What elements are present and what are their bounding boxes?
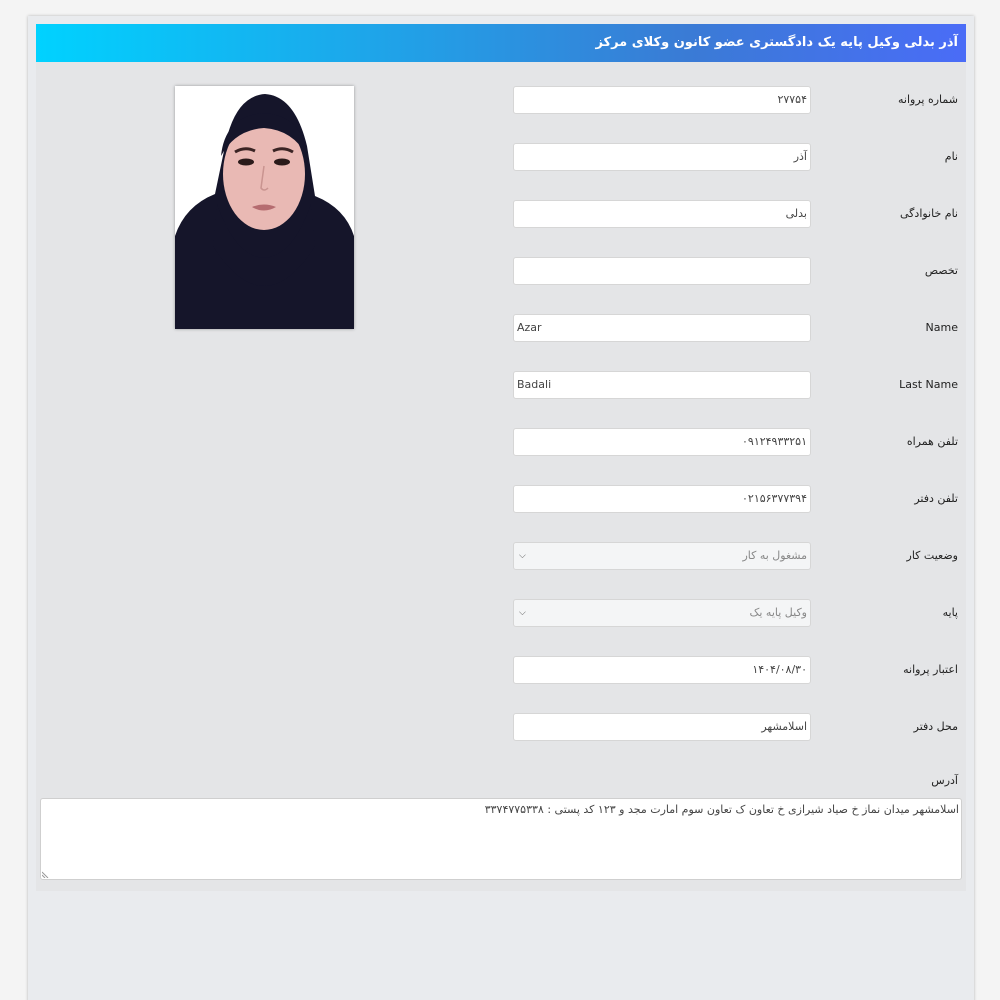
last-name-label: نام خانوادگی xyxy=(900,207,958,220)
last-name-field[interactable]: بدلی xyxy=(513,200,811,228)
chevron-down-icon: ⌵ xyxy=(519,551,526,561)
license-number-field[interactable]: ۲۷۷۵۴ xyxy=(513,86,811,114)
resize-grip-icon[interactable] xyxy=(42,870,50,878)
first-name-field[interactable]: آذر xyxy=(513,143,811,171)
form-row-grade xyxy=(36,599,966,627)
chevron-down-icon: ⌵ xyxy=(519,608,526,618)
form-row-license-number xyxy=(36,86,966,114)
mobile-label: تلفن همراه xyxy=(906,435,958,448)
form-row-name-en xyxy=(36,314,966,342)
form-row-first-name xyxy=(36,143,966,171)
office-phone-field[interactable]: ۰۲۱۵۶۳۷۷۳۹۴ xyxy=(513,485,811,513)
mobile-field[interactable]: ۰۹۱۲۴۹۳۳۲۵۱ xyxy=(513,428,811,456)
license-number-label: شماره پروانه xyxy=(898,93,958,106)
address-label: آدرس xyxy=(931,774,958,787)
work-status-label: وضعیت کار xyxy=(906,549,958,562)
specialty-field[interactable] xyxy=(513,257,811,285)
grade-label: پایه xyxy=(942,606,958,619)
office-location-label: محل دفتر xyxy=(913,720,958,733)
name-en-field[interactable]: Azar xyxy=(513,314,811,342)
page-title: آذر بدلی وکیل پایه یک دادگستری عضو کانون وکلای مرکز xyxy=(36,24,966,62)
form-row-last-name-en xyxy=(36,371,966,399)
license-validity-field[interactable]: ۱۴۰۴/۰۸/۳۰ xyxy=(513,656,811,684)
form-row-last-name xyxy=(36,200,966,228)
form-row-work-status xyxy=(36,542,966,570)
address-value: اسلامشهر میدان نماز خ صیاد شیرازی خ تعاون ک تعاون سوم امارت مجد و ۱۲۳ کد پستی : ۳۳۷۴۷۷۵۳۳۸ xyxy=(484,803,959,816)
last-name-en-field[interactable]: Badali xyxy=(513,371,811,399)
profile-card xyxy=(28,16,974,1000)
form-row-office-phone xyxy=(36,485,966,513)
office-phone-label: تلفن دفتر xyxy=(914,492,958,505)
specialty-label: تخصص xyxy=(924,264,958,277)
grade-value: وکیل پایه یک xyxy=(749,606,807,619)
grade-select[interactable] xyxy=(513,599,811,627)
first-name-label: نام xyxy=(944,150,958,163)
name-en-label: Name xyxy=(925,321,958,334)
form-row-mobile xyxy=(36,428,966,456)
form-row-office-location xyxy=(36,713,966,741)
form-row-specialty xyxy=(36,257,966,285)
work-status-select[interactable] xyxy=(513,542,811,570)
form-row-license-validity xyxy=(36,656,966,684)
last-name-en-label: Last Name xyxy=(899,378,958,391)
address-textarea[interactable] xyxy=(40,798,962,880)
profile-panel xyxy=(36,24,966,891)
office-location-field[interactable]: اسلامشهر xyxy=(513,713,811,741)
work-status-value: مشغول به کار xyxy=(742,549,807,562)
license-validity-label: اعتبار پروانه xyxy=(903,663,958,676)
